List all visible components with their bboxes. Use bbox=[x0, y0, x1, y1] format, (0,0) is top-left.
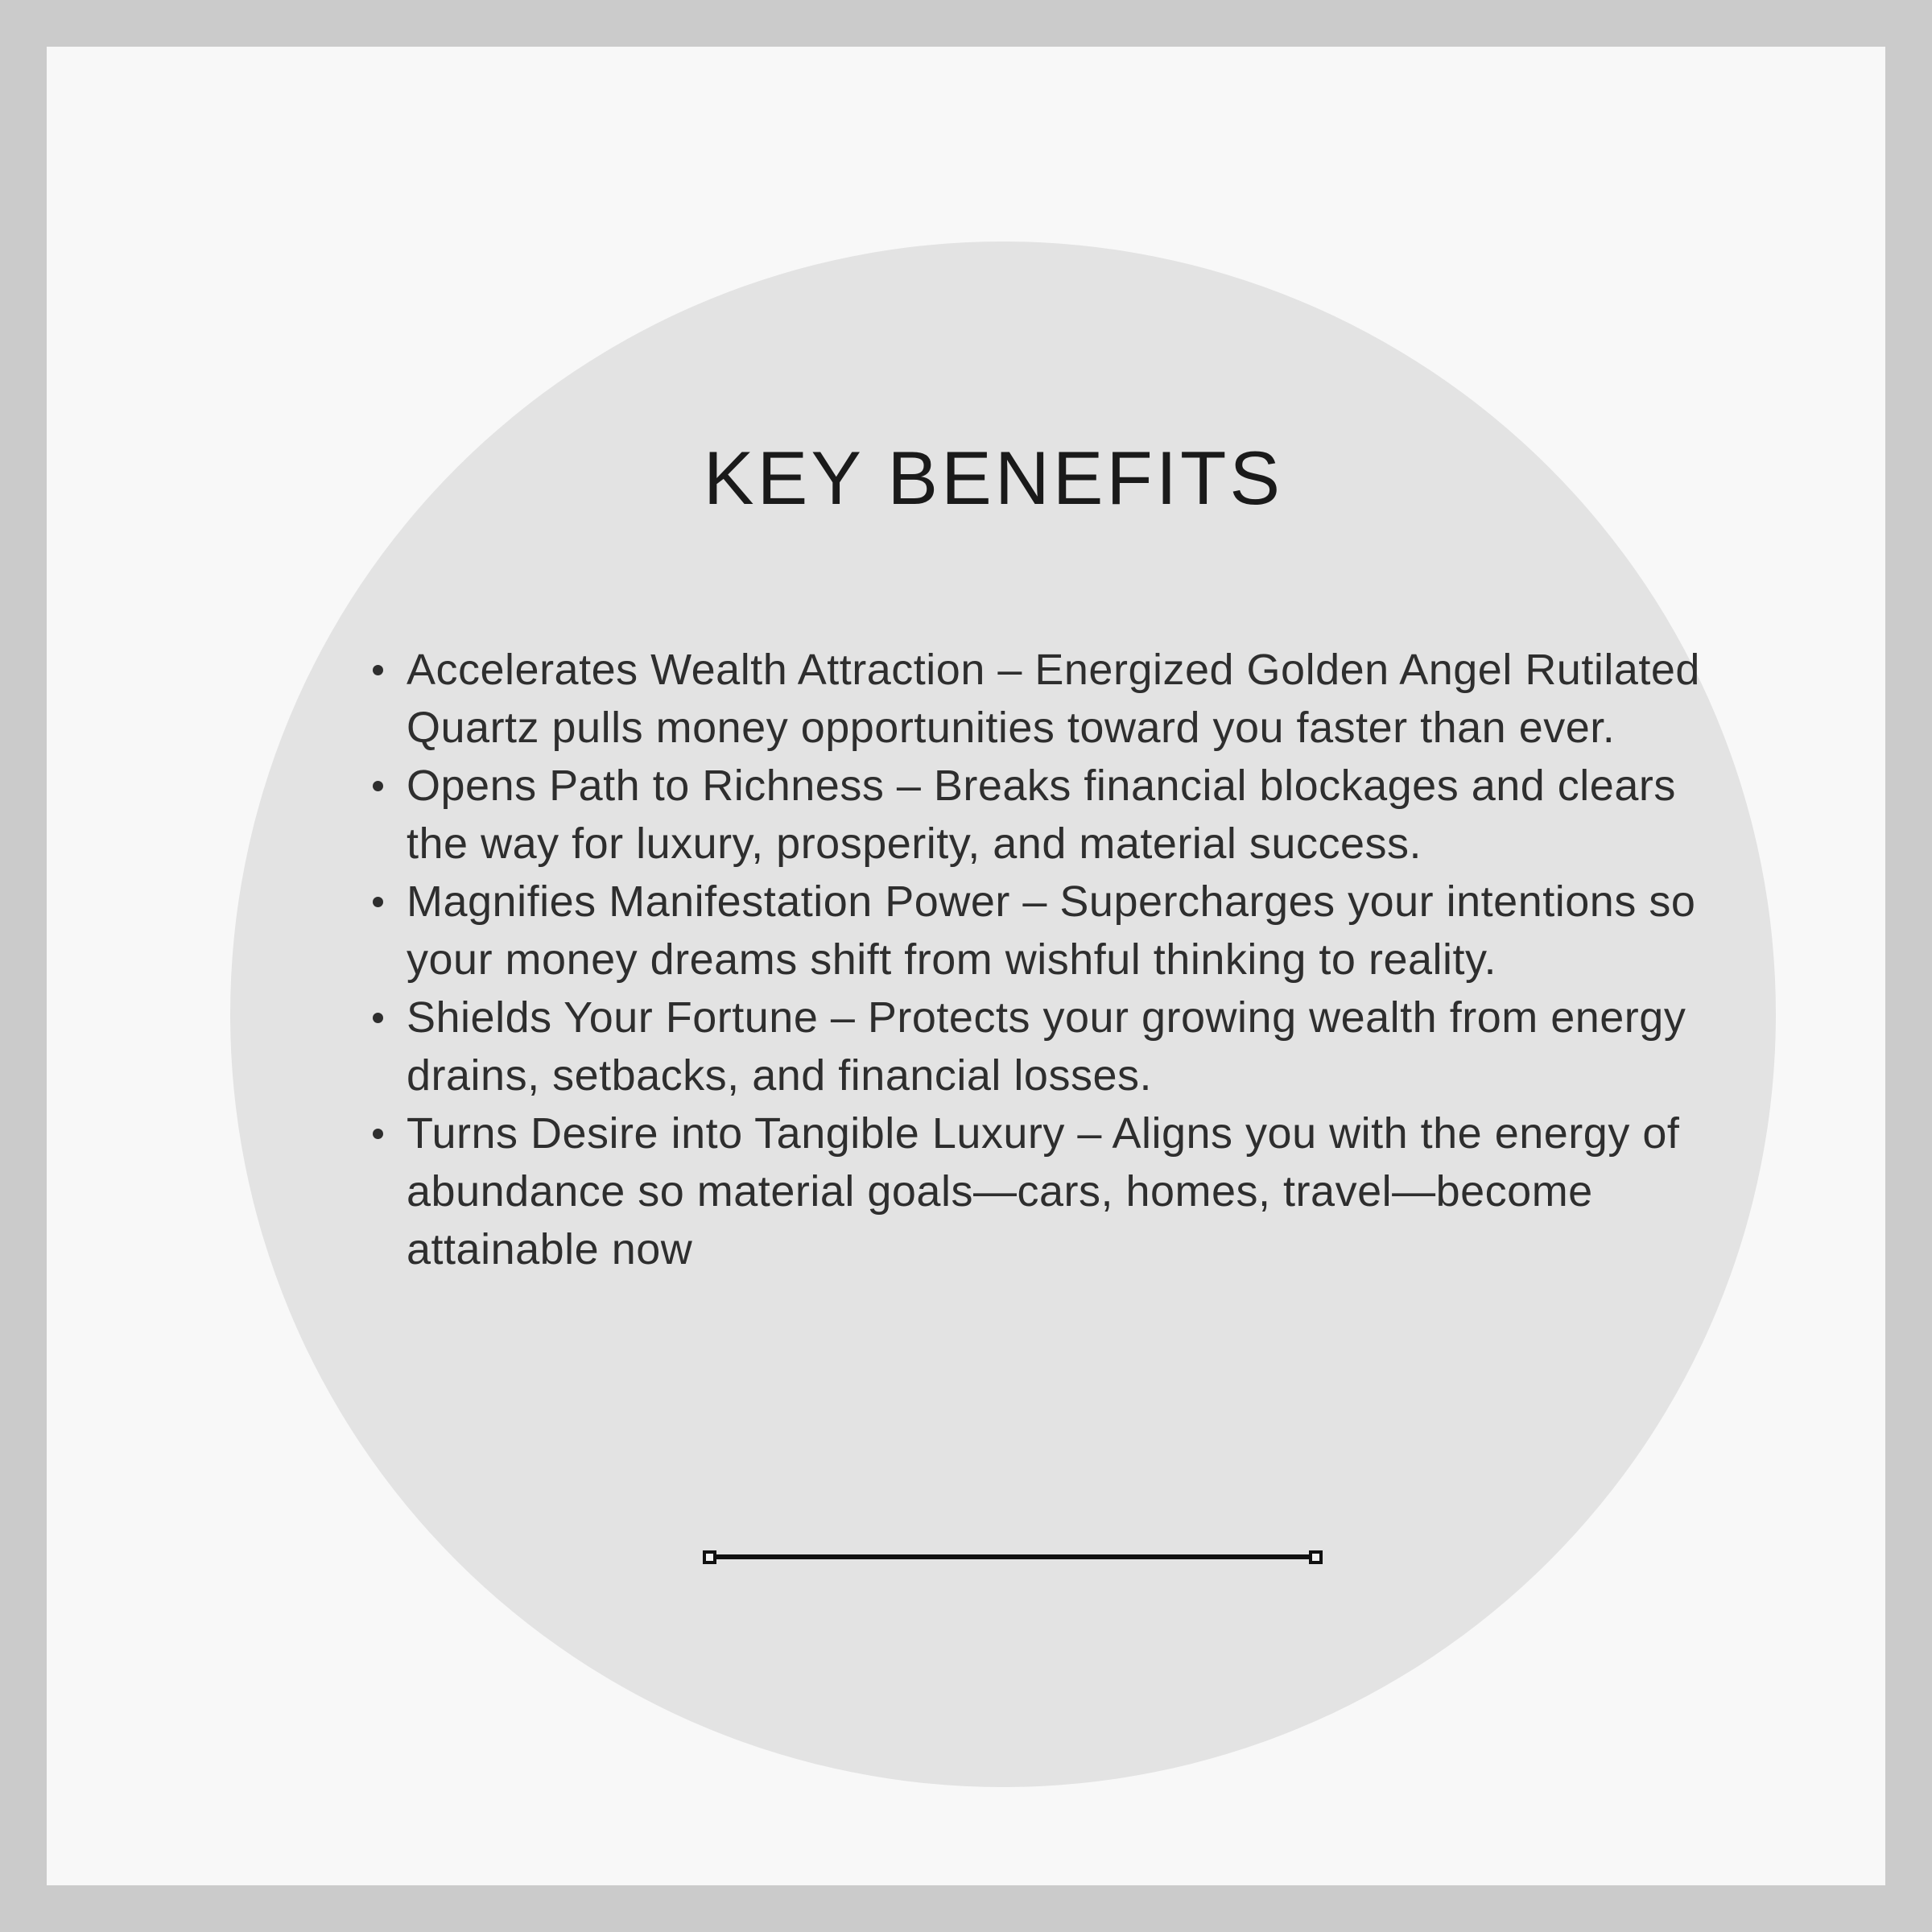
benefit-text: Accelerates Wealth Attraction – Energized Golden Angel Rutilated Quartz pulls money opportunities toward you faster than ever. bbox=[407, 646, 1700, 752]
divider-endcap-right-icon bbox=[1309, 1550, 1323, 1564]
list-item bbox=[373, 1104, 1713, 1278]
bullet-icon bbox=[373, 781, 407, 791]
content-panel bbox=[47, 47, 1885, 1885]
bullet-icon bbox=[373, 665, 407, 675]
bullet-icon bbox=[373, 897, 407, 907]
list-item bbox=[373, 757, 1713, 873]
benefit-text: Shields Your Fortune – Protects your growing wealth from energy drains, setbacks, and financial losses. bbox=[407, 993, 1686, 1100]
list-item bbox=[373, 641, 1713, 757]
benefits-list bbox=[373, 641, 1713, 1278]
benefit-text: Opens Path to Richness – Breaks financial blockages and clears the way for luxury, prosperity, and material success. bbox=[407, 762, 1676, 868]
bullet-icon bbox=[373, 1129, 407, 1139]
list-item bbox=[373, 989, 1713, 1104]
benefit-text: Turns Desire into Tangible Luxury – Aligns you with the energy of abundance so material goals—cars, homes, travel—become attainable now bbox=[407, 1109, 1680, 1274]
benefit-text: Magnifies Manifestation Power – Supercharges your intentions so your money dreams shift from wishful thinking to reality. bbox=[407, 877, 1696, 984]
bullet-icon bbox=[373, 1013, 407, 1023]
page-title: KEY BENEFITS bbox=[703, 435, 1284, 520]
divider-line bbox=[716, 1554, 1309, 1559]
list-item bbox=[373, 873, 1713, 989]
divider-endcap-left-icon bbox=[703, 1550, 716, 1564]
divider bbox=[703, 1549, 1323, 1565]
